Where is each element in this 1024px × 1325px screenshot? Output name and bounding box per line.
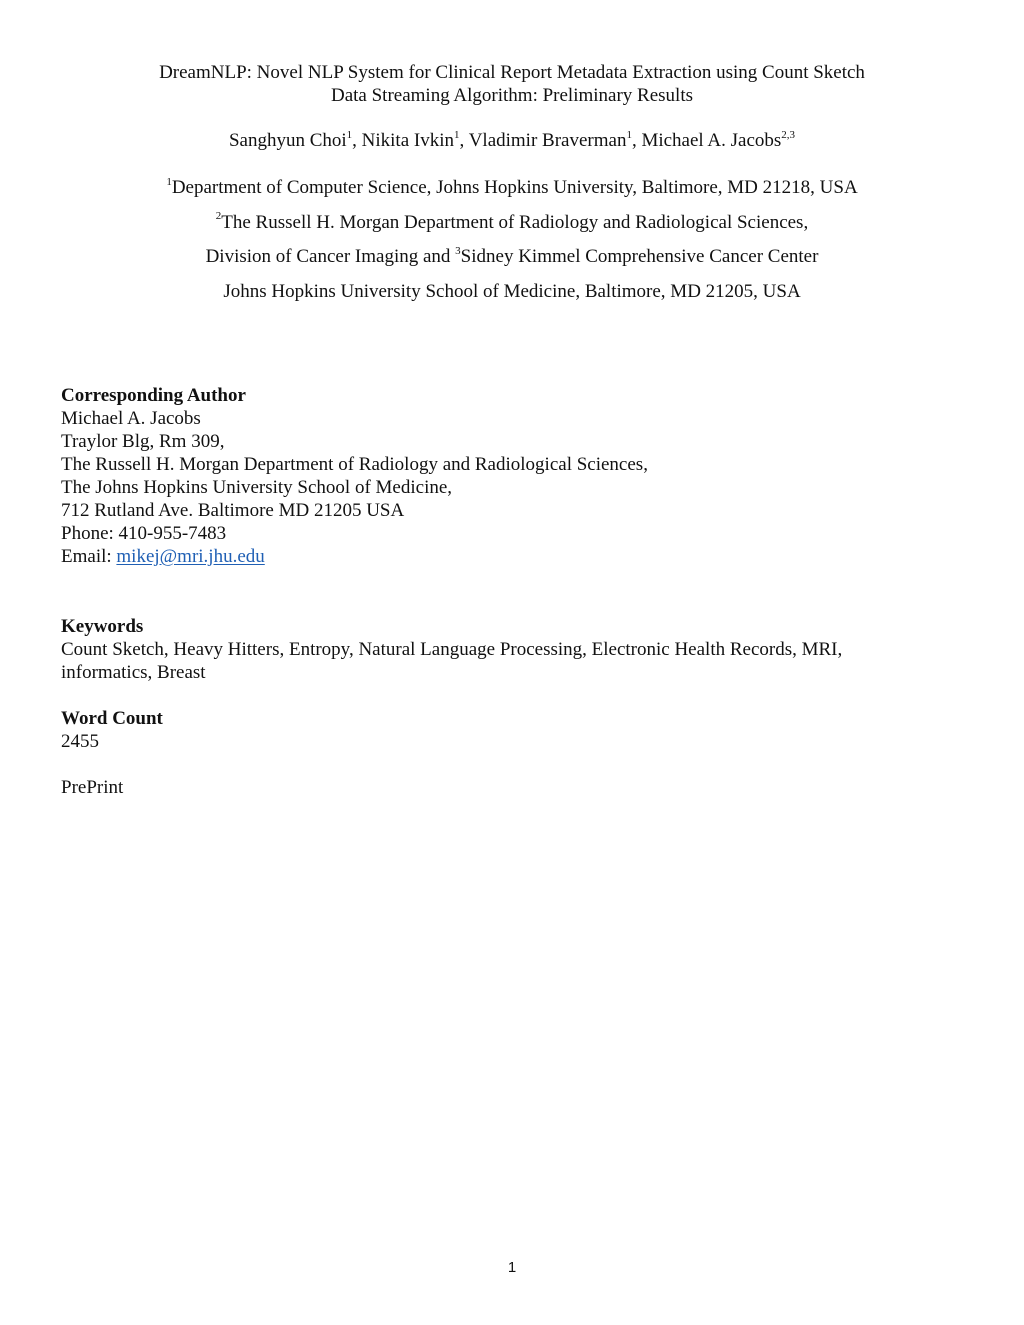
email-link[interactable]: mikej@mri.jhu.edu bbox=[116, 546, 265, 567]
affiliation-2: $^2$The Russell H. Morgan Department of Radiology and Radiological Sciences, bbox=[215, 210, 809, 233]
keywords-heading: Keywords bbox=[61, 616, 144, 637]
affiliation-3: Division of Cancer Imaging and $^3$Sidney Kimmel Comprehensive Cancer Center bbox=[205, 244, 819, 267]
affiliations bbox=[0, 176, 1024, 314]
author-name: Vladimir Braverman bbox=[468, 130, 627, 151]
paper-title bbox=[0, 61, 1024, 107]
corresponding-author-section bbox=[61, 384, 901, 568]
email-line bbox=[61, 545, 901, 568]
author-name: Nikita Ivkin bbox=[361, 130, 455, 151]
affiliation-marker: 3 bbox=[455, 244, 461, 257]
author-affiliation-marker: 1 bbox=[454, 128, 460, 141]
author-name: Sanghyun Choi bbox=[228, 130, 347, 151]
page-number: 1 bbox=[507, 1259, 517, 1276]
preprint-label: PrePrint bbox=[61, 777, 124, 798]
phone-line: Phone: 410-955-7483 bbox=[61, 523, 227, 544]
author-name: Michael A. Jacobs bbox=[641, 130, 782, 151]
word-count-section bbox=[61, 707, 901, 753]
corresponding-author-heading: Corresponding Author bbox=[61, 385, 246, 406]
address-line: Traylor Blg, Rm 309, bbox=[61, 431, 225, 452]
address-line: The Johns Hopkins University School of Medicine, bbox=[61, 477, 453, 498]
keywords-line-1: Count Sketch, Heavy Hitters, Entropy, Natural Language Processing, Electronic Health Records, MRI, bbox=[61, 639, 843, 660]
affiliation-marker: 1 bbox=[166, 175, 172, 188]
affiliation-1: $^1$Department of Computer Science, Johns Hopkins University, Baltimore, MD 21218, USA bbox=[166, 175, 858, 198]
affiliation-marker: 2 bbox=[215, 210, 222, 223]
keywords-line-2: informatics, Breast bbox=[61, 662, 206, 683]
author-affiliation-marker: 2,3 bbox=[781, 128, 796, 141]
corresponding-author-name: Michael A. Jacobs bbox=[61, 408, 201, 429]
author-affiliation-marker: 1 bbox=[626, 128, 632, 141]
address-line: 712 Rutland Ave. Baltimore MD 21205 USA bbox=[61, 500, 405, 521]
word-count-heading: Word Count bbox=[61, 708, 163, 729]
affiliation-4: Johns Hopkins University School of Medicine, Baltimore, MD 21205, USA bbox=[223, 280, 801, 302]
author-list: Sanghyun Choi$^1$, Nikita Ivkin$^1$, Vladimir Braverman$^1$, Michael A. Jacobs$^{2,3}$ bbox=[228, 128, 796, 151]
author-affiliation-marker: 1 bbox=[346, 128, 353, 141]
email-label: Email: bbox=[61, 546, 117, 567]
title-line-1: DreamNLP: Novel NLP System for Clinical Report Metadata Extraction using Count Sketch bbox=[159, 62, 865, 83]
word-count-value: 2455 bbox=[61, 731, 99, 752]
title-line-2: Data Streaming Algorithm: Preliminary Results bbox=[330, 85, 693, 106]
address-line: The Russell H. Morgan Department of Radiology and Radiological Sciences, bbox=[61, 454, 648, 475]
keywords-section bbox=[61, 615, 901, 684]
